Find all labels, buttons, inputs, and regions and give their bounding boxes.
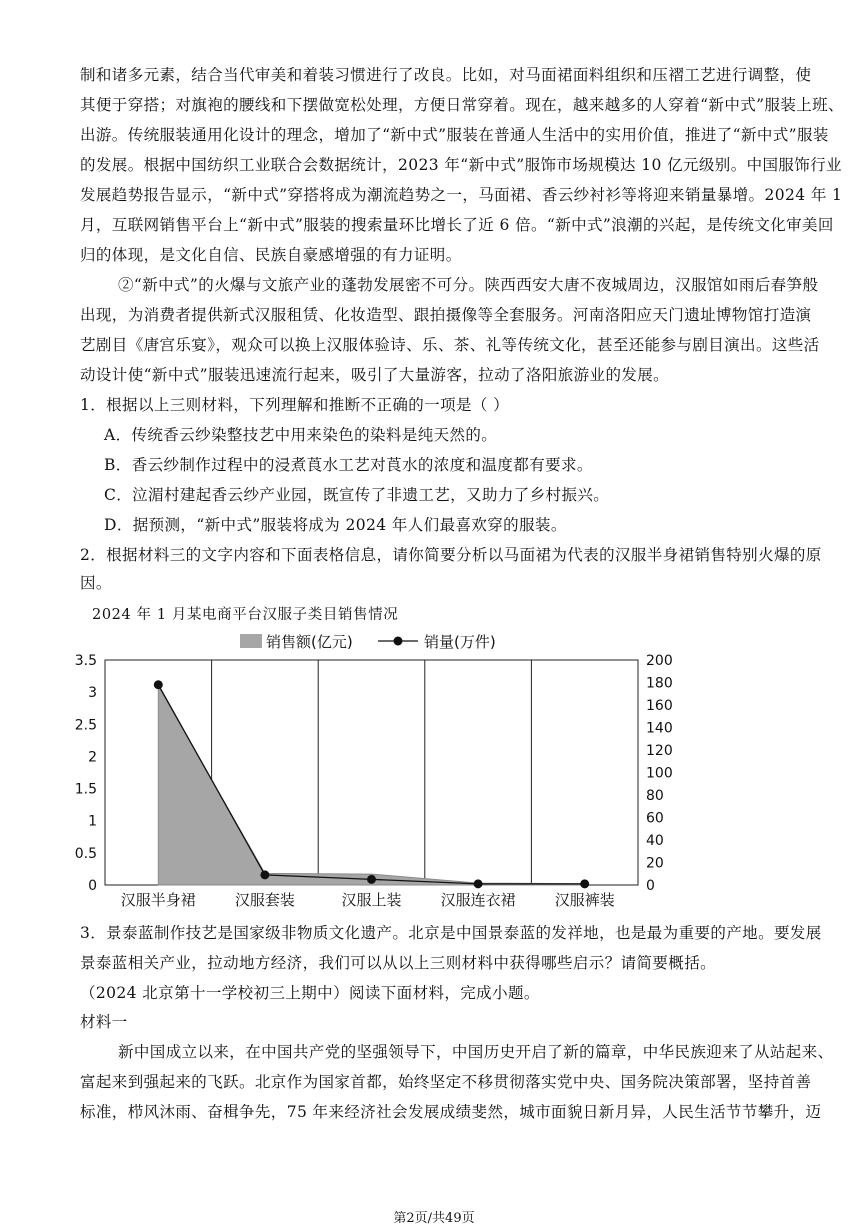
sales-chart [60, 628, 700, 918]
left-axis-tick-label: 1.5 [74, 781, 97, 798]
category-label: 汉服裤装 [554, 891, 615, 909]
legend-swatch-area [240, 634, 262, 648]
left-axis-tick-label: 1 [88, 813, 97, 830]
sales-volume-point [367, 875, 376, 884]
text-line: 出游。传统服装通用化设计的理念，增加了“新中式”服装在普通人生活中的实用价值，推进了“新中式”服装 [80, 126, 829, 144]
left-axis-tick-label: 2.5 [74, 717, 97, 734]
right-axis-tick-label: 80 [646, 788, 664, 804]
section-header: （2024 北京第十一学校初三上期中）阅读下面材料，完成小题。 [80, 984, 540, 1002]
sales-amount-area [158, 686, 584, 885]
right-axis-tick-label: 180 [646, 675, 673, 692]
legend-label-sales-volume: 销量(万件) [424, 633, 496, 651]
left-axis-tick-label: 0 [88, 878, 97, 894]
text-line: 出现，为消费者提供新式汉服租赁、化妆造型、跟拍摄像等全套服务。河南洛阳应天门遗址博物馆打造演 [80, 306, 812, 324]
left-axis-tick-label: 3 [88, 685, 97, 702]
text-line: 艺剧目《唐宫乐宴》，观众可以换上汉服体验诗、乐、茶、礼等传统文化，甚至还能参与剧目演出。这些活 [80, 336, 820, 354]
right-axis-tick-label: 40 [646, 833, 664, 849]
legend-swatch-marker [394, 637, 403, 646]
question-stem: 3．景泰蓝制作技艺是国家级非物质文化遗产。北京是中国景泰蓝的发祥地，也是最为重要的产地。要发展 [80, 924, 822, 942]
question-stem: 1．根据以上三则材料，下列理解和推断不正确的一项是（ ） [80, 396, 509, 414]
text-line: ②“新中式”的火爆与文旅产业的蓬勃发展密不可分。陕西西安大唐不夜城周边，汉服馆如雨后春笋般 [118, 276, 819, 294]
right-axis-tick-label: 60 [646, 810, 664, 827]
right-axis-tick-label: 160 [646, 698, 673, 714]
material-label: 材料一 [80, 1013, 128, 1031]
right-axis-tick-label: 140 [646, 720, 673, 737]
left-axis-tick-label: 2 [88, 749, 97, 766]
sales-volume-point [580, 879, 589, 888]
text-line: 归的体现，是文化自信、民族自豪感增强的有力证明。 [80, 246, 462, 264]
category-label: 汉服套装 [234, 891, 295, 909]
text-line: 月，互联网销售平台上“新中式”服装的搜索量环比增长了近 6 倍。“新中式”浪潮的兴起，是传统文化审美回 [80, 216, 834, 234]
text-line: 制和诸多元素，结合当代审美和着装习惯进行了改良。比如，对马面裙面料组织和压褶工艺进行调整，使 [80, 66, 812, 84]
page-footer: 第2页/共49页 [393, 1211, 475, 1226]
text-line: 富起来到强起来的飞跃。北京作为国家首都，始终坚定不移贯彻落实党中央、国务院决策部署，坚持首善 [80, 1073, 812, 1091]
option-d: D．据预测，“新中式”服装将成为 2024 年人们最喜欢穿的服装。 [104, 516, 567, 534]
right-axis-tick-label: 20 [646, 855, 664, 872]
sales-volume-point [474, 879, 483, 888]
right-axis-tick-label: 0 [646, 878, 655, 894]
sales-volume-point [154, 680, 163, 689]
right-axis-tick-label: 100 [646, 765, 673, 782]
category-label: 汉服上装 [341, 891, 402, 909]
sales-volume-point [260, 870, 269, 879]
text-line: 的发展。根据中国纺织工业联合会数据统计，2023 年“新中式”服饰市场规模达 10 亿元级别。中国服饰行业 [80, 156, 843, 174]
chart-title: 2024 年 1 月某电商平台汉服子类目销售情况 [92, 607, 399, 623]
category-label: 汉服半身裙 [120, 891, 196, 909]
question-stem-cont: 因。 [80, 574, 112, 592]
option-a: A．传统香云纱染整技艺中用来染色的染料是纯天然的。 [104, 426, 498, 444]
text-line: 动设计使“新中式”服装迅速流行起来，吸引了大量游客，拉动了洛阳旅游业的发展。 [80, 366, 670, 384]
legend-label-sales-amount: 销售额(亿元) [266, 633, 353, 651]
text-line: 发展趋势报告显示，“新中式”穿搭将成为潮流趋势之一，马面裙、香云纱衬衫等将迎来销量暴增。2024 年 1 [80, 186, 843, 204]
right-axis-tick-label: 200 [646, 653, 673, 669]
question-stem-cont: 景泰蓝相关产业，拉动地方经济，我们可以从以上三则材料中获得哪些启示？请简要概括。 [80, 954, 717, 972]
right-axis-tick-label: 120 [646, 743, 673, 759]
category-label: 汉服连衣裙 [440, 891, 516, 909]
question-stem: 2．根据材料三的文字内容和下面表格信息，请你简要分析以马面裙为代表的汉服半身裙销售特别火爆的原 [80, 546, 822, 564]
option-c: C．泣湄村建起香云纱产业园，既宣传了非遗工艺，又助力了乡村振兴。 [104, 486, 610, 504]
text-line: 标准，栉风沐雨、奋楫争先，75 年来经济社会发展成绩斐然，城市面貌日新月异，人民生活节节攀升，迈 [80, 1103, 822, 1121]
left-axis-tick-label: 0.5 [74, 845, 97, 862]
text-line: 其便于穿搭；对旗袍的腰线和下摆做宽松处理，方便日常穿着。现在，越来越多的人穿着“新中式”服装上班、 [80, 96, 844, 114]
text-line: 新中国成立以来，在中国共产党的坚强领导下，中国历史开启了新的篇章，中华民族迎来了从站起来、 [118, 1043, 834, 1061]
option-b: B．香云纱制作过程中的浸煮莨水工艺对莨水的浓度和温度都有要求。 [104, 456, 593, 474]
left-axis-tick-label: 3.5 [74, 653, 97, 669]
